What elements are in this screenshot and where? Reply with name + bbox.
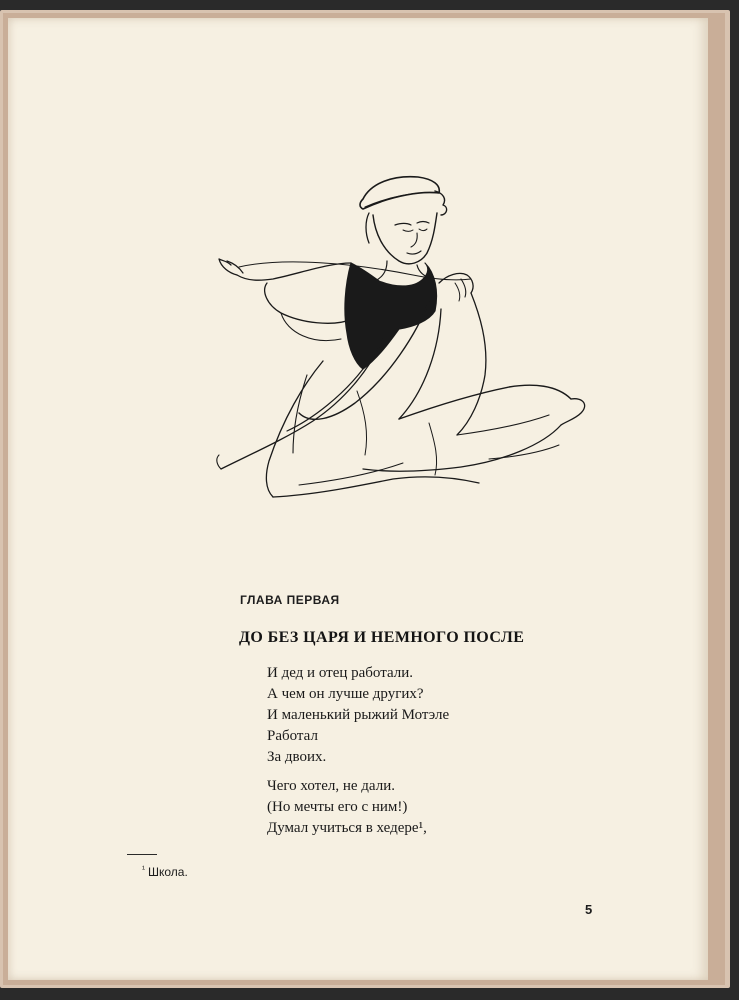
footnote-rule [127, 854, 157, 855]
chapter-label: ГЛАВА ПЕРВАЯ [240, 593, 340, 607]
poem-line: (Но мечты его с ним!) [267, 799, 408, 815]
poem-stanza-2 [267, 776, 427, 839]
poem-line: Думал учиться в хедере¹, [267, 820, 427, 836]
page-number: 5 [585, 902, 593, 917]
book-page [8, 18, 708, 980]
poem-line: Чего хотел, не дали. [267, 778, 395, 794]
poem-line: И дед и отец работали. [267, 665, 414, 681]
footnote-marker: ¹ [142, 864, 145, 874]
poem-line: Работал [267, 728, 318, 744]
poem-line: И маленький рыжий Мотэле [267, 707, 450, 723]
poem-line: А чем он лучше других? [267, 686, 424, 702]
poem-line: За двоих. [267, 749, 327, 765]
poem-stanza-1 [267, 663, 449, 768]
illustration-boy-sewing [203, 163, 598, 508]
footnote [142, 864, 188, 879]
chapter-title: ДО БЕЗ ЦАРЯ И НЕМНОГО ПОСЛЕ [239, 629, 525, 646]
footnote-text: Школа. [148, 865, 188, 879]
